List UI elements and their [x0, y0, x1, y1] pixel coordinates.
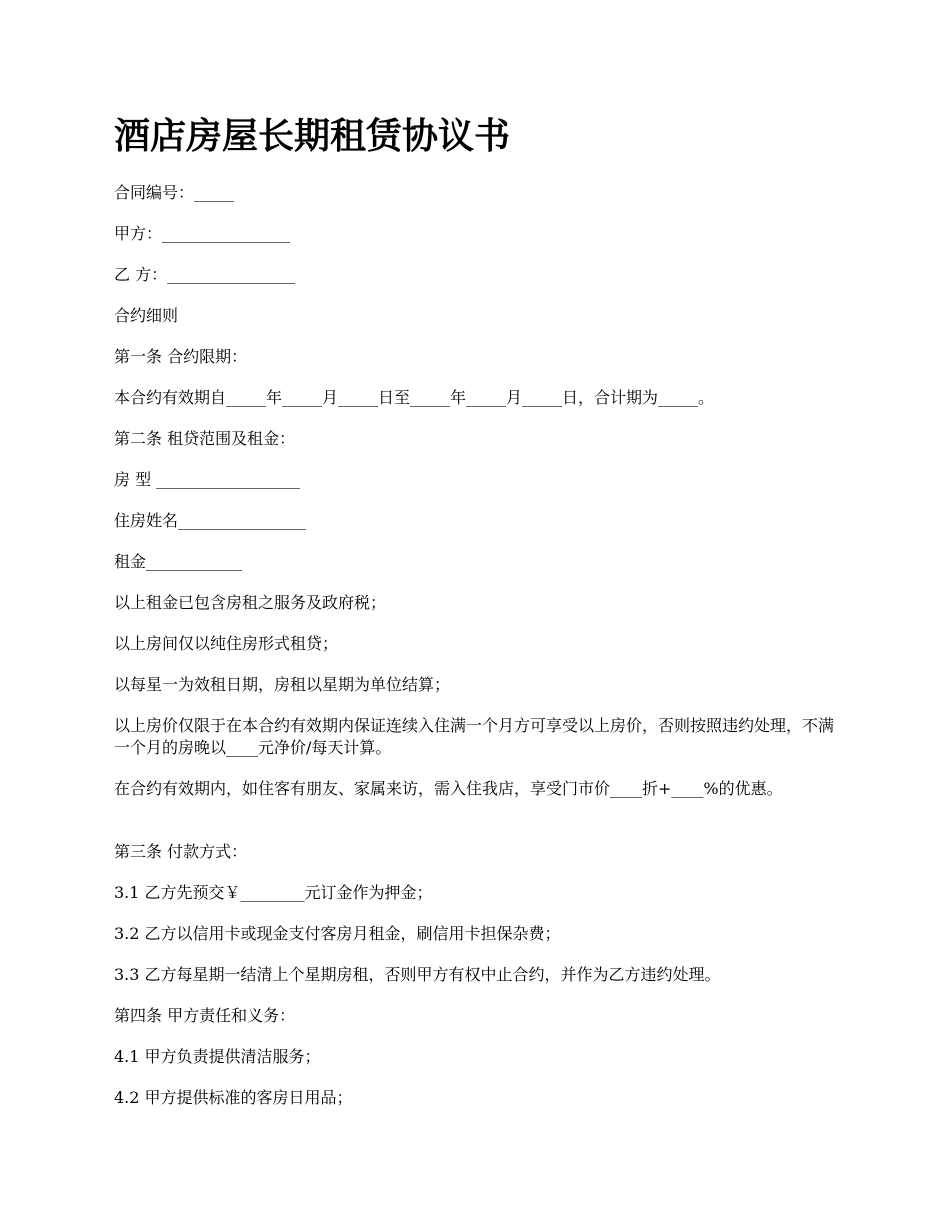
paragraph: 4.2 甲方提供标准的客房日用品；	[114, 1088, 353, 1107]
section-heading: 合约细则	[114, 306, 179, 325]
paragraph: 以每星一为效租日期，房租以星期为单位结算；	[114, 675, 451, 694]
article-heading: 第三条 付款方式：	[114, 842, 248, 861]
paragraph: 3.2 乙方以信用卡或现金支付客房月租金，刷信用卡担保杂费；	[114, 924, 561, 943]
paragraph: 住房姓名________________	[114, 511, 307, 530]
contract-number-line: 合同编号：_____	[114, 183, 235, 202]
article-heading: 第四条 甲方责任和义务：	[114, 1006, 296, 1025]
paragraph: 以上租金已包含房租之服务及政府税；	[114, 593, 387, 612]
article-heading: 第一条 合约限期：	[114, 347, 248, 366]
paragraph: 3.3 乙方每星期一结清上个星期房租，否则甲方有权中止合约，并作为乙方违约处理。	[114, 965, 721, 984]
paragraph: 4.1 甲方负责提供清洁服务；	[114, 1047, 321, 1066]
paragraph: 以上房价仅限于在本合约有效期内保证连续入住满一个月方可享受以上房价，否则按照违约处理，不满一个月的房晚以____元净价/每天计算。	[114, 716, 835, 757]
paragraph: 本合约有效期自_____年_____月_____日至_____年_____月_____日，合计期为_____。	[114, 388, 715, 407]
article-heading: 第二条 租贷范围及租金：	[114, 429, 296, 448]
paragraph: 房 型 __________________	[114, 470, 301, 489]
paragraph: 3.1 乙方先预交￥________元订金作为押金；	[114, 883, 433, 902]
document-title: 酒店房屋长期租赁协议书	[114, 115, 511, 157]
paragraph: 在合约有效期内，如住客有朋友、家属来访，需入住我店，享受门市价____折+____%的优惠。	[114, 779, 783, 798]
party-a-line: 甲方：________________	[114, 224, 291, 243]
party-b-line: 乙 方：________________	[114, 265, 296, 284]
paragraph: 租金____________	[114, 552, 243, 571]
paragraph: 以上房间仅以纯住房形式租贷；	[114, 634, 339, 653]
